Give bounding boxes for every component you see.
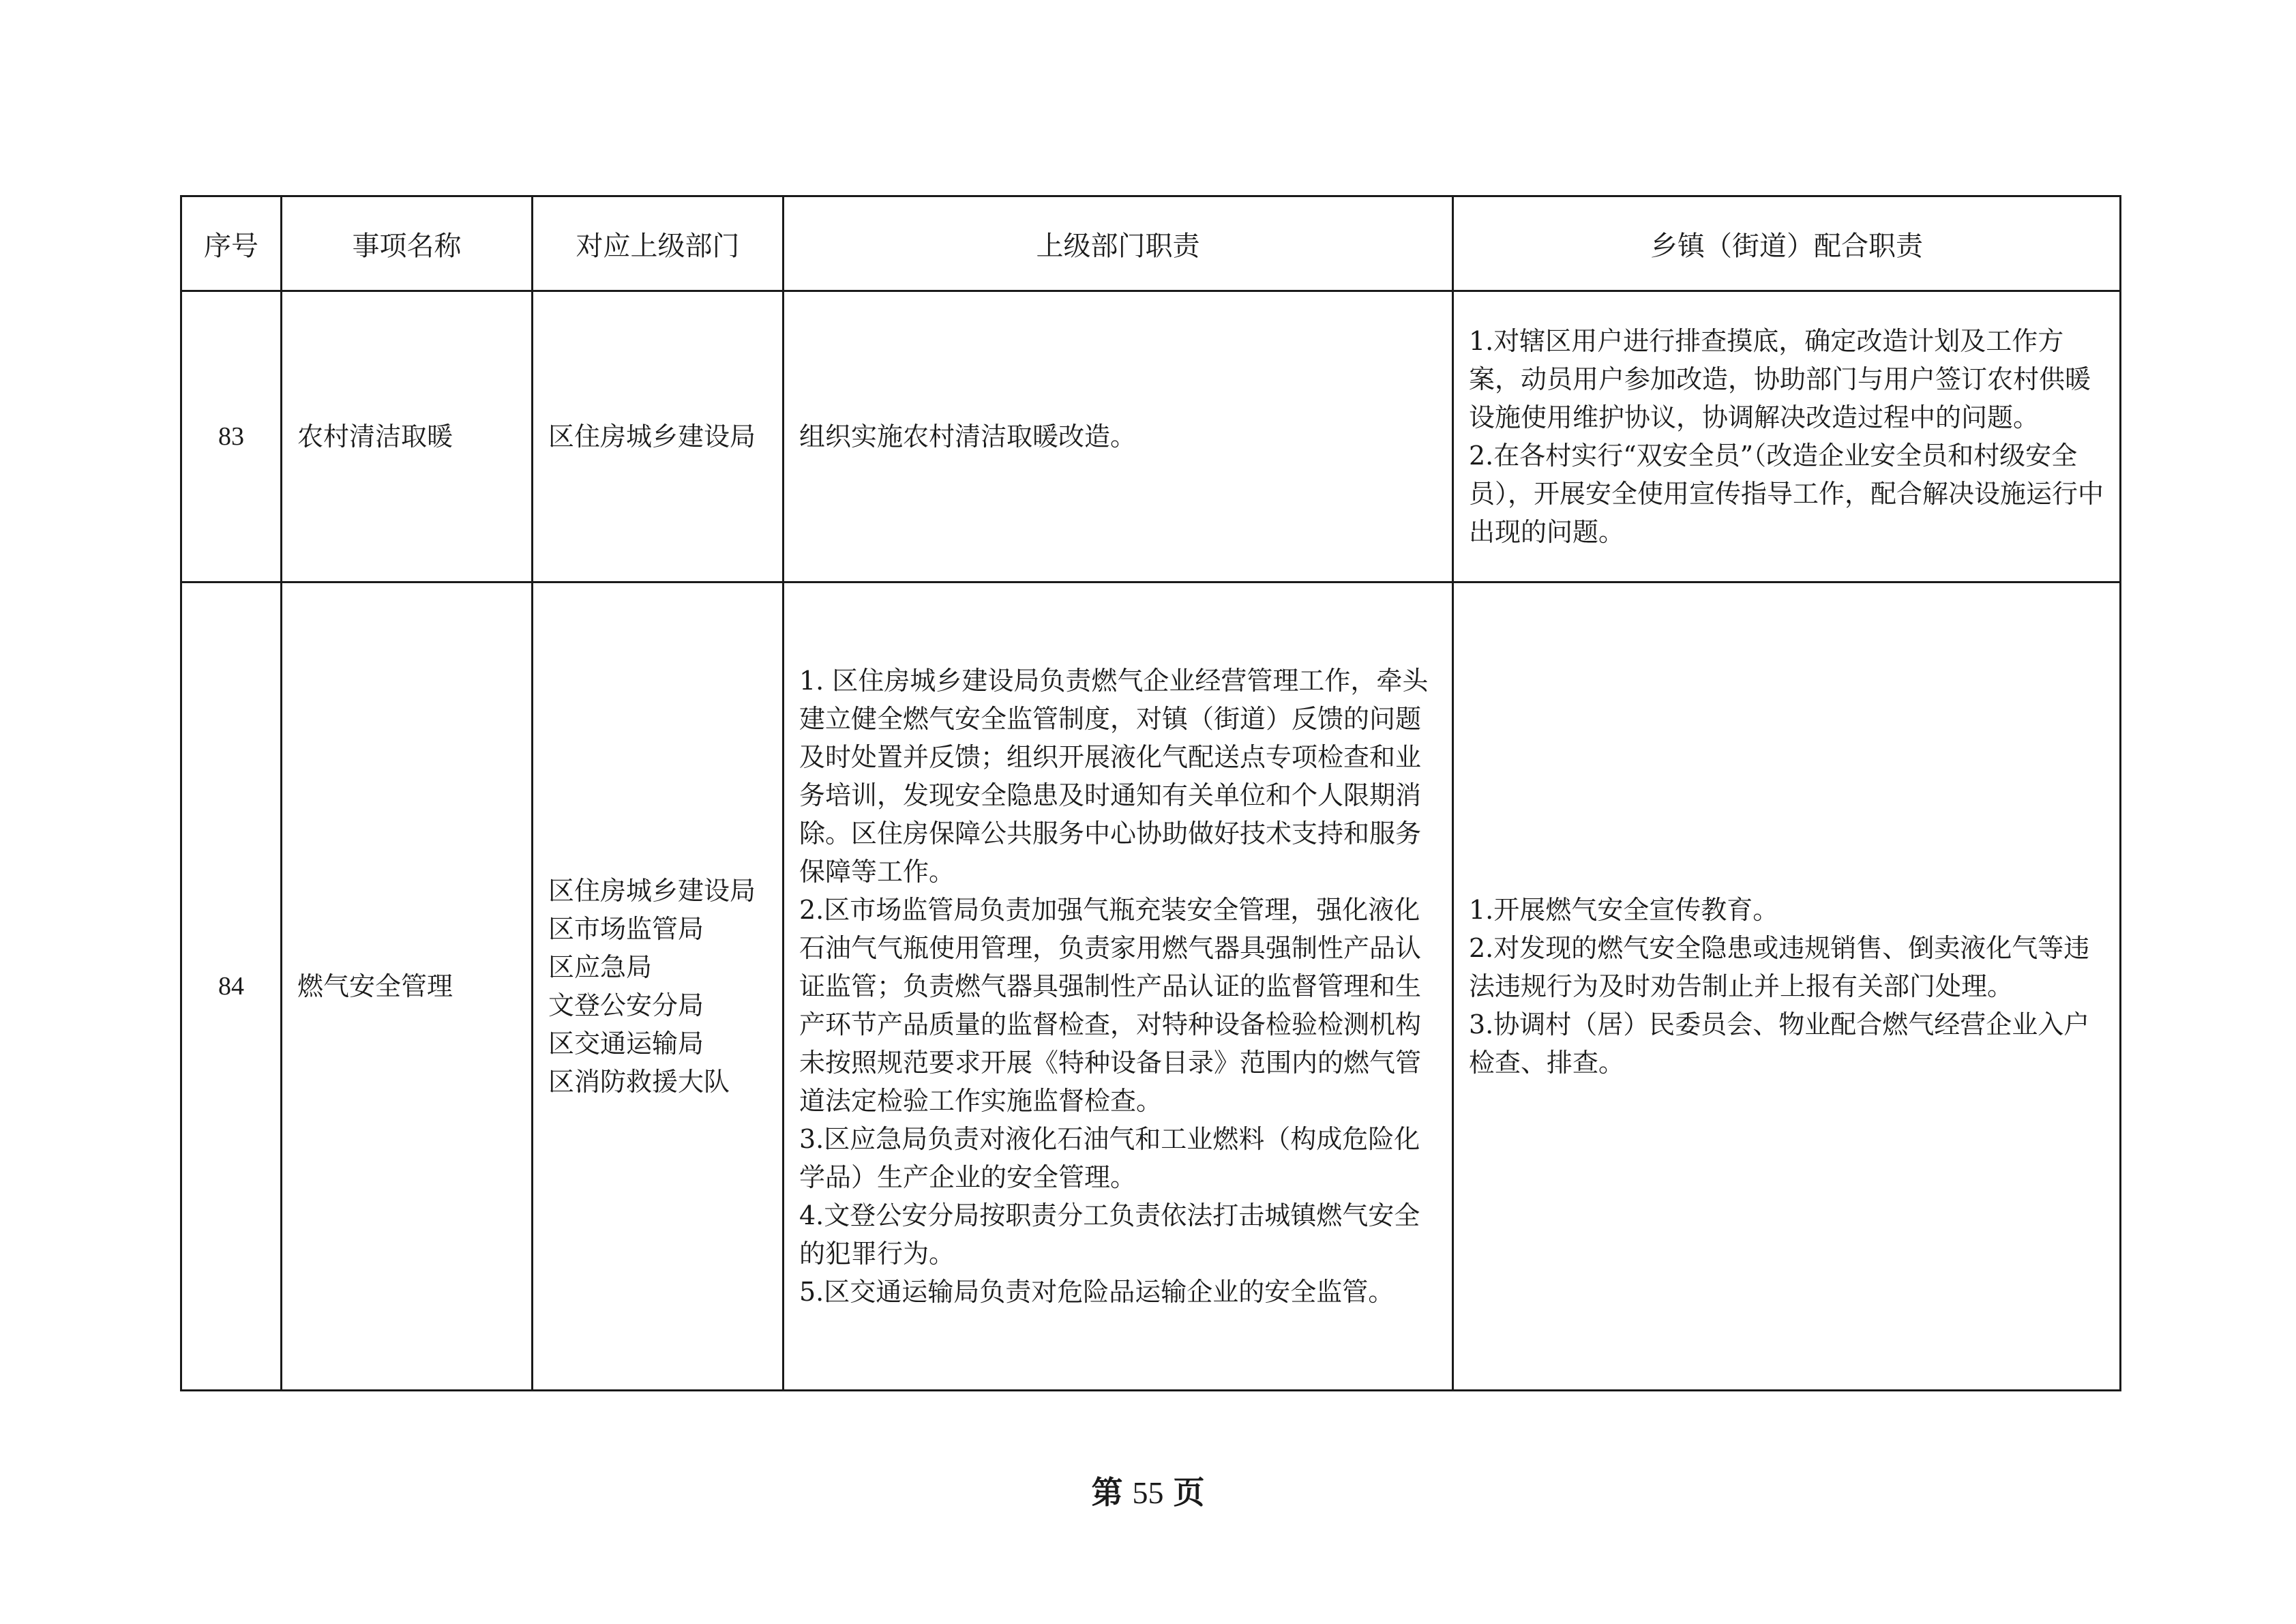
header-town-cooperation: 乡镇（街道）配合职责 bbox=[1453, 196, 2121, 291]
row-town-cooperation bbox=[1453, 582, 2121, 1391]
row-superior-dept bbox=[533, 291, 784, 582]
dept-line: 区住房城乡建设局 bbox=[548, 876, 756, 906]
row-town-cooperation bbox=[1453, 291, 2121, 582]
table-row bbox=[181, 582, 2121, 1391]
page-suffix: 页 bbox=[1173, 1474, 1205, 1511]
coop-paragraph: 2.对发现的燃气安全隐患或违规销售、倒卖液化气等违法违规行为及时劝告制止并上报有关部门处理。 bbox=[1469, 933, 2090, 1001]
duty-paragraph: 5.区交通运输局负责对危险品运输企业的安全监管。 bbox=[799, 1277, 1395, 1307]
duty-paragraph: 组织实施农村清洁取暖改造。 bbox=[799, 422, 1137, 452]
dept-line: 区消防救援大队 bbox=[548, 1067, 730, 1097]
row-superior-duty bbox=[784, 582, 1453, 1391]
duty-paragraph: 1. 区住房城乡建设局负责燃气企业经营管理工作，牵头建立健全燃气安全监管制度，对镇（街道）反馈的问题及时处置并反馈；组织开展液化气配送点专项检查和业务培训，发现安全隐患及时通知有关单位和个人限期消除。区住房保障公共服务中心协助做好技术支持和服务保障等工作。 bbox=[799, 666, 1429, 887]
header-item-name: 事项名称 bbox=[282, 196, 533, 291]
table-header-row bbox=[181, 196, 2121, 291]
page-number: 55 bbox=[1132, 1475, 1164, 1510]
page-footer bbox=[0, 1468, 2296, 1513]
row-index: 84 bbox=[181, 582, 282, 1391]
coop-paragraph: 3.协调村（居）民委员会、物业配合燃气经营企业入户检查、排查。 bbox=[1469, 1009, 2090, 1078]
header-index: 序号 bbox=[181, 196, 282, 291]
header-superior-duty: 上级部门职责 bbox=[784, 196, 1453, 291]
dept-line: 区应急局 bbox=[548, 952, 653, 982]
page-prefix: 第 bbox=[1091, 1474, 1123, 1511]
duty-paragraph: 3.区应急局负责对液化石油气和工业燃料（构成危险化学品）生产企业的安全管理。 bbox=[799, 1124, 1420, 1192]
table-row bbox=[181, 291, 2121, 582]
dept-line: 文登公安分局 bbox=[548, 990, 704, 1020]
dept-line: 区市场监管局 bbox=[548, 914, 704, 944]
row-item-name: 燃气安全管理 bbox=[282, 582, 533, 1391]
row-superior-dept bbox=[533, 582, 784, 1391]
coop-paragraph: 1.对辖区用户进行排查摸底，确定改造计划及工作方案，动员用户参加改造，协助部门与用户签订农村供暖设施使用维护协议，协调解决改造过程中的问题。 bbox=[1469, 326, 2091, 432]
dept-line: 区交通运输局 bbox=[548, 1029, 704, 1059]
coop-paragraph: 2.在各村实行“双安全员”（改造企业安全员和村级安全员），开展安全使用宣传指导工作，配合解决设施运行中出现的问题。 bbox=[1469, 441, 2104, 547]
duty-paragraph: 2.区市场监管局负责加强气瓶充装安全管理，强化液化石油气气瓶使用管理，负责家用燃气器具强制性产品认证监管；负责燃气器具强制性产品认证的监督管理和生产环节产品质量的监督检查，对特种设备检验检测机构未按照规范要求开展《特种设备目录》范围内的燃气管道法定检验工作实施监督检查。 bbox=[799, 895, 1422, 1116]
duty-table bbox=[180, 195, 2121, 1391]
row-item-name: 农村清洁取暖 bbox=[282, 291, 533, 582]
coop-paragraph: 1.开展燃气安全宣传教育。 bbox=[1469, 895, 1779, 925]
row-superior-duty bbox=[784, 291, 1453, 582]
row-index: 83 bbox=[181, 291, 282, 582]
duty-paragraph: 4.文登公安分局按职责分工负责依法打击城镇燃气安全的犯罪行为。 bbox=[799, 1200, 1420, 1269]
dept-line: 区住房城乡建设局 bbox=[548, 422, 756, 452]
header-superior-dept: 对应上级部门 bbox=[533, 196, 784, 291]
